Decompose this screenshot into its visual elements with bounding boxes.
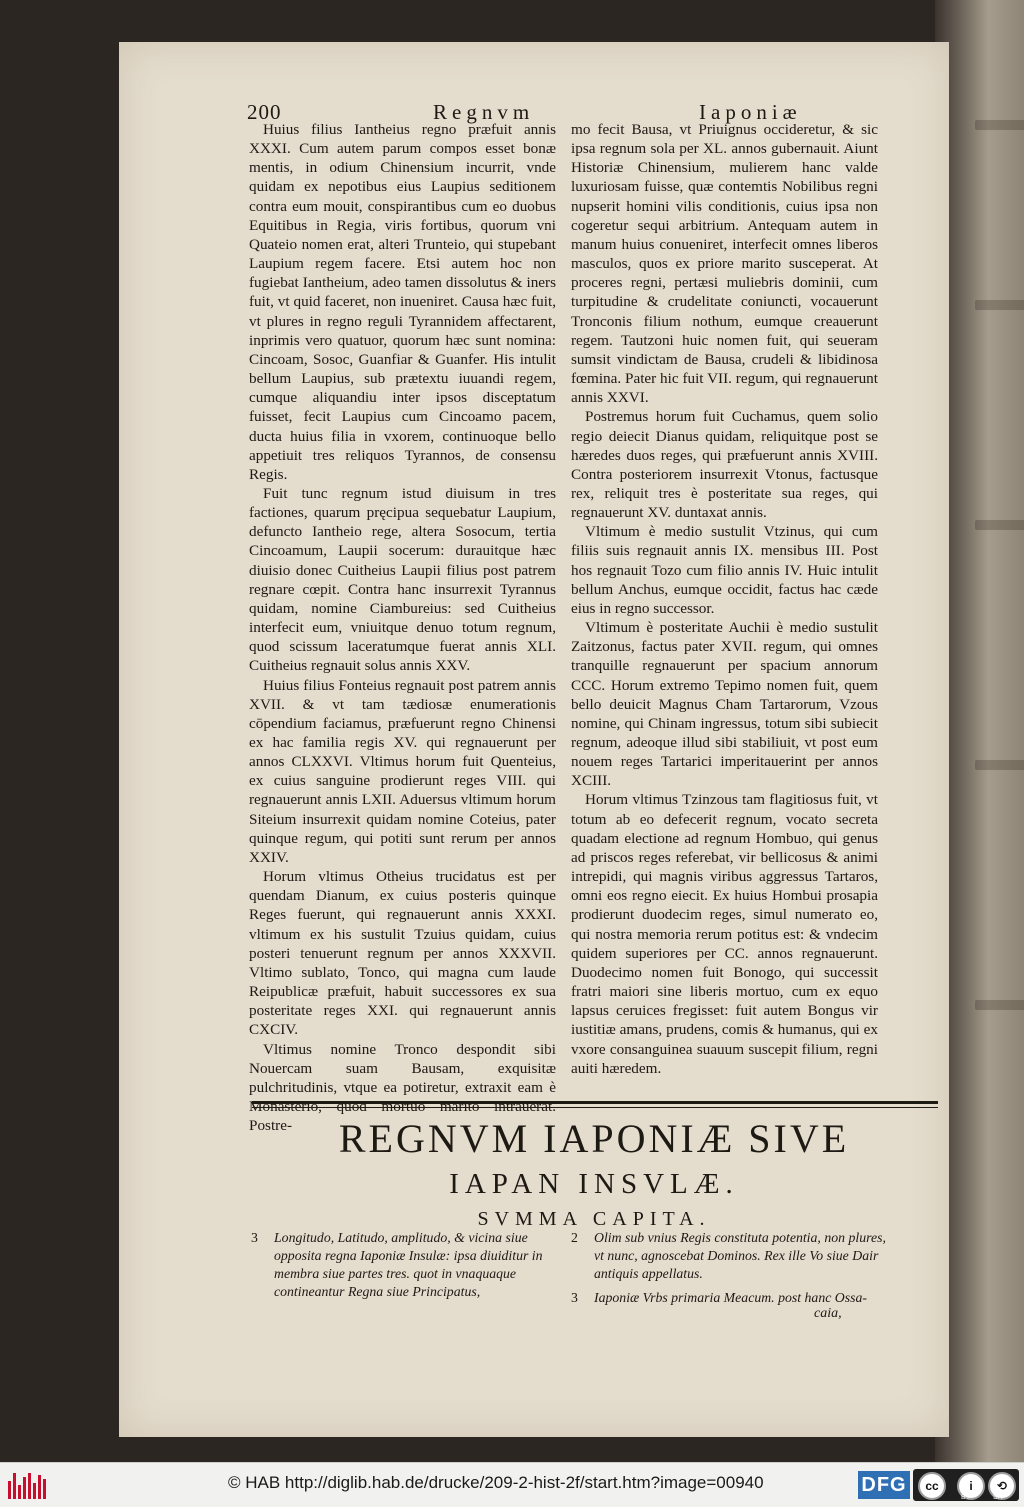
summary-number: 3: [251, 1230, 258, 1245]
paragraph: Horum vltimus Otheius trucidatus est per quendam Dianum, ex cuius posteris quinque Reges fuerunt, qui regnauerunt annis XXXI. vltimum ex his sustulit Tzuius quidam, cuius posteri tenuerunt regnum per annos XXXVII. Vltimo sublato, Tonco, qui magna cum laude Reipublicæ præfuit, habuit successores ex sua posteritate reges XXI. qui regnauerunt annis CXCIV.: [249, 868, 556, 1039]
paragraph: Fuit tunc regnum istud diuisum in tres factiones, quarum pręcipua sequebatur Laupium, defuncto Iantheio rege, altera Sosocum, tertia Cincoamum, Laupii socerum: durauitque hæc diuisio donec Cuitheius Laupii filius post patrem regnare cœpit. Contra hanc insurrexit Tyrannus quidam, nomine Ciambureius: sed Cuitheius interfecit eum, vniuitque denuo totum regnum, quod scissum laceratumque fuerat annis XLI. Cuitheius regnauit solus annis XXV.: [249, 484, 556, 675]
paragraph: Horum vltimus Tzinzous tam flagitiosus fuit, vt totum ab eo defecerit regnum, vocato secreta quadam electione ad regnum Hombuo, qui genus ad priscos reges referebat, vir bellicosus & animi intrepidi, qui magnis viribus aggressus Tartaros, omni eos regno eiecit. Ex huius Hombui prosapia prodierunt duodecim reges, simul numerato eo, qui nostra memoria rerum potitus est: & vndecim quidem superiores per CC. annos regnauerunt. Duodecimo nomen fuit Bonogo, qui successit fratri maiori sine liberis mortuo, cum ex equo lapsus ceruices fregisset: fuit autem Bongus vir iustitiæ amans, prudens, comis & humanus, qui ex vxore consanguinea suauum suscepit filium, regni auiti hæredem.: [571, 791, 878, 1077]
page-number: 200: [247, 100, 282, 124]
summary-item: [571, 1289, 894, 1307]
running-title-left: Regnvm: [433, 100, 535, 124]
summary-number: 3: [571, 1290, 578, 1305]
dfg-logo-icon[interactable]: DFG: [858, 1471, 910, 1499]
summary-item: [251, 1229, 564, 1301]
summary-text: Longitudo, Latitudo, amplitudo, & vicina siue opposita regna Iaponiæ Insulæ: ipsa diuiditur in membra siue partes tres. quot in vnaquaque contineantur Regna siue Principatus,: [274, 1230, 543, 1299]
book-page: [119, 42, 949, 1437]
left-text-column: [249, 120, 556, 1135]
section-title-line2: IAPAN INSVLÆ.: [449, 1168, 739, 1200]
section-rule-thin: [252, 1107, 938, 1108]
section-rule-thick: [252, 1101, 938, 1104]
summary-text: Olim sub vnius Regis constituta potentia, non plures, vt nunc, agnoscebat Dominos. Rex ille Vo siue Dair antiquis appellatus.: [594, 1230, 886, 1281]
paragraph: Vltimum è posteritate Auchii è medio sustulit Zaitzonus, factus pater XVII. regum, qui omnes tranquille regnauerunt per spacium annorum CCC. Horum extremo Tepimo nomen fuit, quem bello deuicit Magnus Cham Tartarorum, Vzous nomine, qui Chinam ingressus, totum sibi subiecit regnum, adeoque illud sibi stabiliuit, vt post eum nouem reges Tartarici imperitauerint per annos XCIII.: [571, 619, 878, 790]
summary-text: Iaponiæ Vrbs primaria Meacum. post hanc Ossa-: [594, 1290, 867, 1305]
hab-logo-icon[interactable]: [8, 1471, 46, 1499]
by-attribution-icon: i: [957, 1472, 985, 1500]
viewer-footer: [0, 1462, 1024, 1507]
section-subtitle: SVMMA CAPITA.: [477, 1208, 711, 1230]
license-sa-label: SA: [993, 1494, 1003, 1501]
paragraph: Huius filius Fonteius regnauit post patrem annis XVII. & vt tam tædiosæ enumerationis cōpendium faciamus, præfuerunt regno Chinensi ex hac familia regis XV. qui regnauerunt per annos CLXXVI. Vltimus horum fuit Quenteius, ex cuius sanguine prodierunt reges VIII. qui regnauerunt annis LXII. Aduersus vltimum horum Siteium insurrexit quidam nomine Coteius, pater quinque regum, qui potiti sunt rerum per annos XXIV.: [249, 676, 556, 866]
paragraph: Vltimum è medio sustulit Vtzinus, qui cum filiis suis regnauit annis IX. mensibus III. Post hos regnauit Tozo cum filio annis IV. Huic intulit bellum Anchus, eumque occidit, factus hac cæde eius in regno successor.: [571, 523, 878, 617]
paragraph: Vltimus nomine Tronco despondit sibi Nouercam suam Bausam, exquisitæ pulchritudinis, vtque ea potiretur, extraxit eam è Monasterio, quod mortuo marito intrauerat. Postre-: [249, 1040, 556, 1135]
paragraph: Huius filius Iantheius regno præfuit annis XXXI. Cum autem parum compos esset bonæ mentis, in odium Chinensium incurrit, vnde quidam ex nepotibus eius Laupius seditionem contra eum mouit, conspirantibus cum eo duobus Equitibus in Regia, viris fortibus, quorum vni Quateio nomen erat, alteri Trunteio, qui stupebant Laupium regem facere. Etsi autem hoc non fugiebat Iantheium, adeo tamen dissolutus & iners fuit, vt quid faceret, non inueniret. Causa hæc fuit, vt plures in regno reguli Tyrannidem affectarent, inprimis vero quatuor, quorum hæc sunt nomina: Cincoam, Sosoc, Guanfiar & Guanfer. His intulit bellum Laupius, sub prætextu iuuandi regem, cumque aliquandiu inter ipsos disceptatum fuisset, fecit Laupius cum Cincoamo pacem, ducta huius filia in vxorem, continuoque bello appetiuit tres reliquos Tyrannos, de consensu Regis.: [249, 121, 556, 483]
running-title-right: Iaponiæ: [699, 100, 802, 124]
copyright-link[interactable]: © HAB http://diglib.hab.de/drucke/209-2-hist-2f/start.htm?image=00940: [228, 1473, 764, 1492]
summary-item: [571, 1229, 894, 1283]
summary-number: 2: [571, 1230, 578, 1245]
right-text-column: [571, 120, 878, 1078]
cc-icon: cc: [918, 1472, 946, 1500]
cc-license-badge[interactable]: [913, 1469, 1019, 1501]
catchword: caia,: [814, 1306, 842, 1321]
share-alike-icon: ⟲: [988, 1472, 1016, 1500]
section-title: REGNVM IAPONIÆ SIVE: [338, 1116, 850, 1161]
paragraph: Postremus horum fuit Cuchamus, quem solio regio deiecit Dianus quidam, reliquitque post se hæredes duos reges, qui præfuerunt annis XVIII. Contra posteriorem insurrexit Vtonus, factusque rex, reliquit tres è posteritate sua reges, qui regnauerunt XV. duntaxat annis.: [571, 408, 878, 522]
license-by-label: BY: [961, 1494, 971, 1501]
paragraph: mo fecit Bausa, vt Priuignus occideretur, & sic ipsa regnum sola per XL. annos gubernauit. Aiunt Historiæ Chinensium, mulierem hanc valde luxuriosam fuisse, quæ contemtis Nobilibus regni nupserit homini vilis conditionis, cuius ipsa non cogeretur sequi arbitrium. Antequam autem in manum huius conueniret, interfecit omnes liberos masculos, quos ex priore marito susceperat. At proceres regni, pertæsi muliebris dominii, cum turpitudine & crudelitate coniuncti, vocauerunt Tronconis filium nothum, eumque creauerunt regem. Tautzoni huic nomen fuit, qui seueram sumsit vindictam de Bausa, crudeli & libidinosa fœmina. Pater hic fuit VII. regum, qui regnauerunt annis XXVI.: [571, 121, 878, 407]
